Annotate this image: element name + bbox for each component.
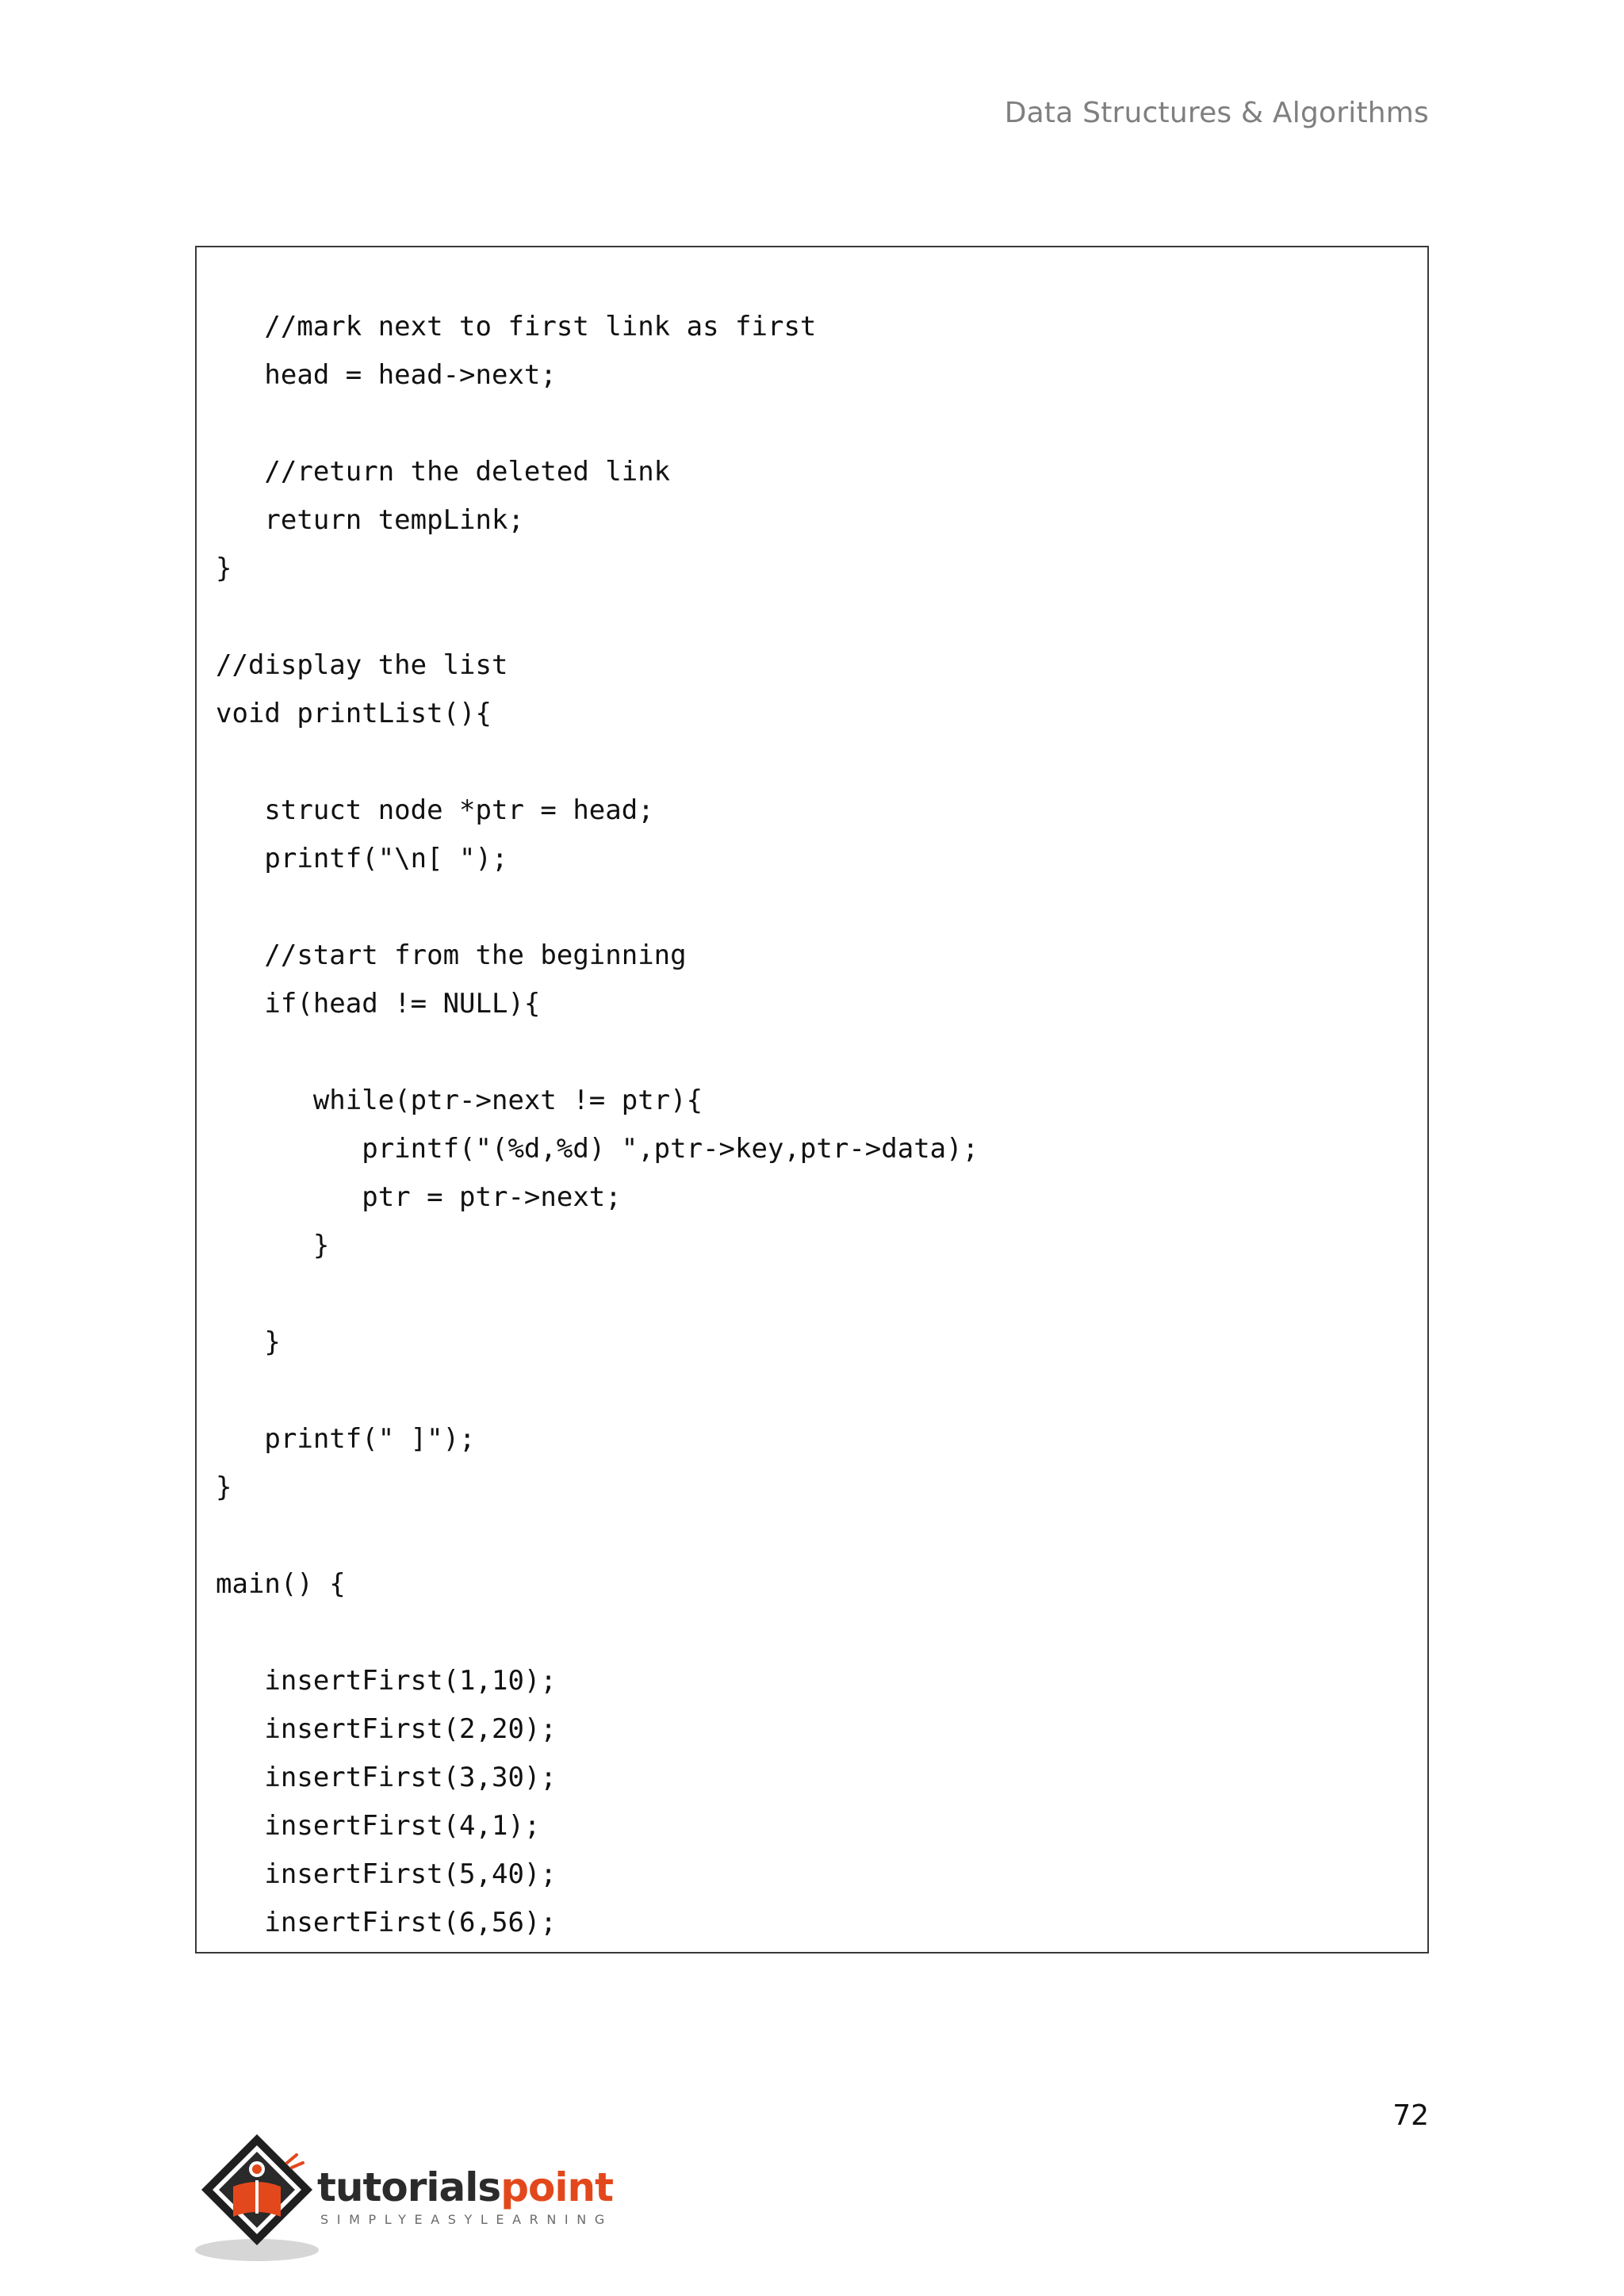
logo-wordmark — [317, 2164, 613, 2210]
code-line: ptr = ptr->next; — [216, 1181, 622, 1213]
running-header: Data Structures & Algorithms — [1004, 97, 1429, 129]
logo-mark-icon — [193, 2131, 324, 2266]
code-line: //start from the beginning — [216, 939, 687, 971]
code-line: while(ptr->next != ptr){ — [216, 1085, 703, 1116]
code-line: insertFirst(1,10); — [216, 1665, 557, 1697]
code-line: insertFirst(4,1); — [216, 1810, 541, 1842]
code-lines — [216, 303, 979, 1947]
logo-wordmark-part1: tutorials — [317, 2164, 501, 2210]
tutorialspoint-logo — [193, 2131, 638, 2266]
code-line: insertFirst(5,40); — [216, 1858, 557, 1890]
code-line: head = head->next; — [216, 359, 557, 391]
logo-tagline: SIMPLYEASYLEARNING — [320, 2212, 613, 2227]
code-line — [216, 738, 979, 786]
code-line: insertFirst(6,56); — [216, 1907, 557, 1938]
code-line: insertFirst(2,20); — [216, 1713, 557, 1745]
code-line: } — [216, 553, 232, 584]
code-line: } — [216, 1326, 281, 1358]
code-line: return tempLink; — [216, 504, 524, 536]
code-line — [216, 1028, 979, 1077]
code-line: } — [216, 1471, 232, 1503]
code-line — [216, 883, 979, 932]
code-line: //display the list — [216, 649, 508, 681]
code-listing — [195, 246, 1429, 1954]
code-line: printf(" ]"); — [216, 1423, 476, 1455]
page-number: 72 — [1392, 2099, 1429, 2132]
code-line — [216, 593, 979, 641]
code-line: //mark next to first link as first — [216, 311, 817, 342]
code-line: struct node *ptr = head; — [216, 794, 654, 826]
code-line: main() { — [216, 1568, 346, 1600]
logo-wordmark-part2: point — [500, 2164, 613, 2210]
code-line: //return the deleted link — [216, 456, 671, 488]
code-line: void printList(){ — [216, 698, 492, 729]
code-line: insertFirst(3,30); — [216, 1762, 557, 1793]
code-line: printf("(%d,%d) ",ptr->key,ptr->data); — [216, 1133, 979, 1165]
code-line — [216, 1367, 979, 1415]
code-line — [216, 1270, 979, 1318]
code-line — [216, 1609, 979, 1657]
code-line — [216, 400, 979, 448]
code-line: if(head != NULL){ — [216, 988, 541, 1020]
code-line — [216, 1512, 979, 1560]
code-line: printf("\n[ "); — [216, 843, 508, 874]
code-line: } — [216, 1230, 330, 1261]
